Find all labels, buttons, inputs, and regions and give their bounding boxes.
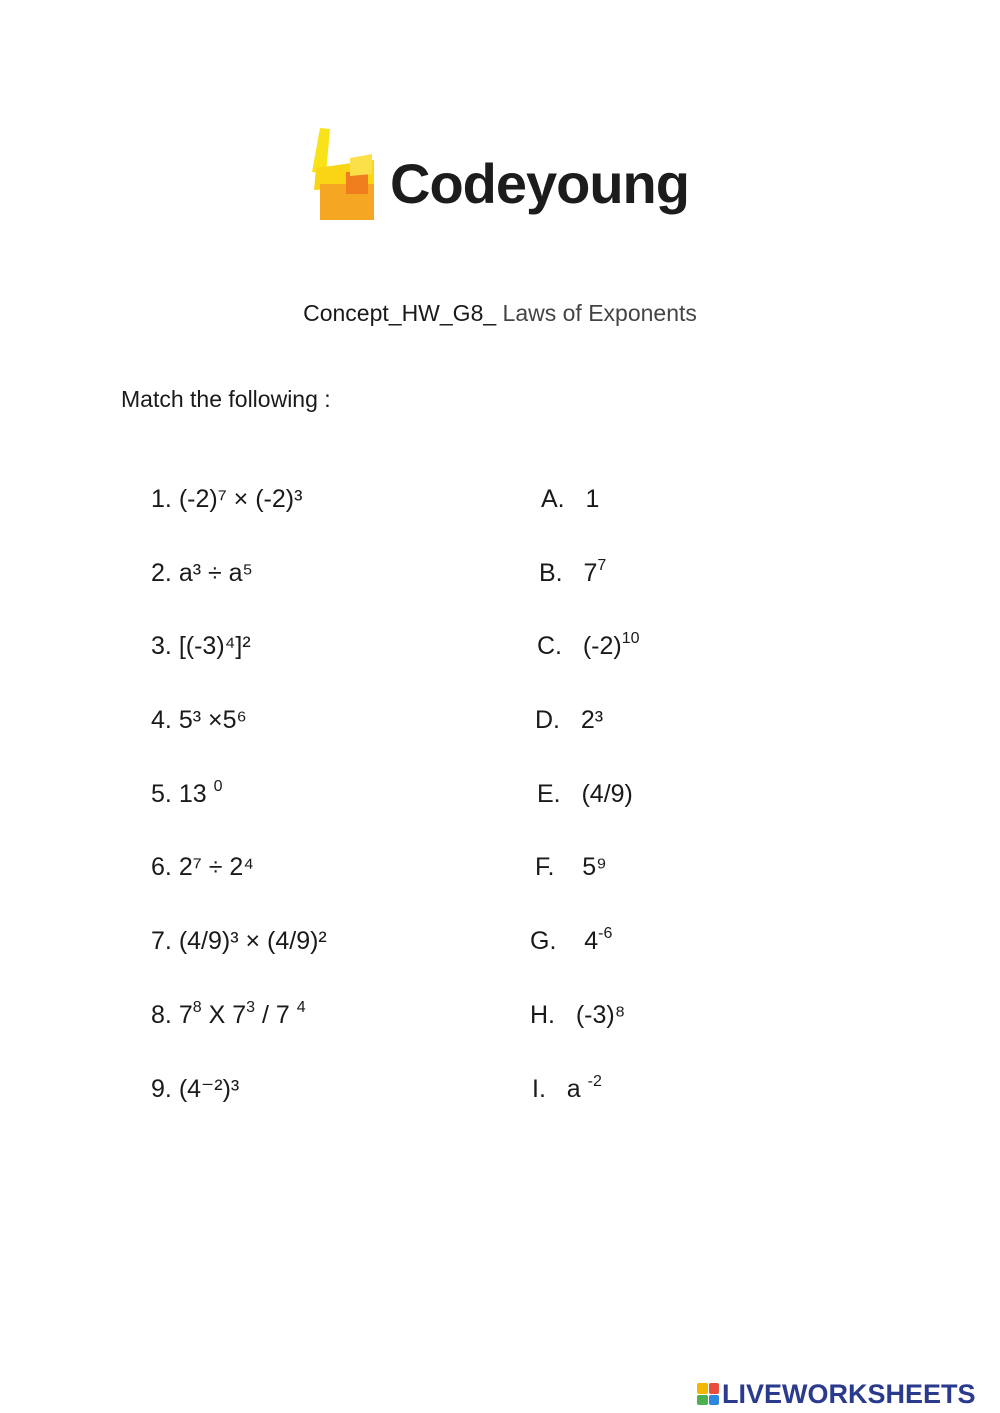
instruction-text: Match the following : <box>121 386 331 412</box>
option-g <box>530 925 612 961</box>
question-expression: 7 <box>178 1001 193 1029</box>
question-expression: 2⁷ ÷ 2⁴ <box>178 853 255 881</box>
option-label: H. <box>530 1001 555 1029</box>
question-expression: 13 <box>178 780 214 808</box>
question-number: 2. <box>151 559 172 587</box>
option-label: A. <box>541 485 565 513</box>
option-a <box>541 483 599 515</box>
question-4 <box>151 704 247 736</box>
option-label: E. <box>537 780 561 808</box>
question-7 <box>151 925 327 957</box>
option-value: 4 <box>584 927 599 955</box>
question-expression: (4/9)³ × (4/9)² <box>178 927 327 955</box>
question-6 <box>151 851 254 883</box>
option-label: D. <box>535 706 560 734</box>
option-label: C. <box>537 632 562 660</box>
option-label: I. <box>532 1075 546 1103</box>
question-expression: X 7 <box>201 1001 247 1029</box>
option-label: G. <box>530 927 557 955</box>
option-label: F. <box>535 853 555 881</box>
worksheet-title <box>0 298 1000 328</box>
codeyoung-logo-mark-icon <box>312 128 376 222</box>
option-d <box>535 704 603 736</box>
option-f <box>535 851 607 883</box>
liveworksheets-wordmark: LIVEWORKSHEETS <box>722 1378 976 1409</box>
option-value: 5⁹ <box>582 853 607 881</box>
question-number: 1. <box>151 485 172 513</box>
codeyoung-wordmark: Codeyoung <box>390 152 689 215</box>
title-topic: Laws of Exponents <box>496 300 697 326</box>
option-value: a <box>566 1075 588 1103</box>
exponent: 7 <box>597 557 607 574</box>
option-e <box>537 778 633 810</box>
question-expression: (4⁻²)³ <box>178 1075 240 1103</box>
option-b <box>539 557 606 593</box>
question-2 <box>151 557 253 589</box>
exponent: -6 <box>598 925 613 942</box>
option-i <box>532 1073 602 1109</box>
option-value: (4/9) <box>581 780 633 808</box>
question-expression: [(-3)⁴]² <box>178 632 251 660</box>
question-number: 9. <box>151 1075 172 1103</box>
codeyoung-logo <box>312 128 712 238</box>
exponent: 8 <box>192 999 202 1016</box>
question-9 <box>151 1073 239 1105</box>
option-label: B. <box>539 559 563 587</box>
title-code: Concept_HW_G8_ <box>303 300 497 326</box>
liveworksheets-logo-icon <box>697 1383 719 1405</box>
option-value: 2³ <box>580 706 604 734</box>
question-number: 7. <box>151 927 172 955</box>
question-number: 3. <box>151 632 172 660</box>
question-number: 8. <box>151 1001 172 1029</box>
option-value: (-3)⁸ <box>575 1001 626 1029</box>
question-8 <box>151 999 306 1035</box>
exponent: 0 <box>213 778 223 795</box>
exponent: 4 <box>296 999 306 1016</box>
question-expression: (-2)⁷ × (-2)³ <box>178 485 303 513</box>
question-expression: 5³ ×5⁶ <box>178 706 247 734</box>
question-3 <box>151 630 251 662</box>
liveworksheets-badge <box>697 1377 976 1411</box>
question-expression: / 7 <box>255 1001 297 1029</box>
exponent: -2 <box>587 1073 602 1090</box>
question-expression: a³ ÷ a⁵ <box>178 559 253 587</box>
question-number: 5. <box>151 780 172 808</box>
question-number: 4. <box>151 706 172 734</box>
option-value: 1 <box>585 485 600 513</box>
option-c <box>537 630 640 666</box>
option-value: (-2) <box>582 632 622 660</box>
exponent: 10 <box>621 630 640 647</box>
option-h <box>530 999 625 1031</box>
question-5 <box>151 778 222 814</box>
option-value: 7 <box>583 559 598 587</box>
question-1 <box>151 483 302 515</box>
question-number: 6. <box>151 853 172 881</box>
exponent: 3 <box>246 999 256 1016</box>
